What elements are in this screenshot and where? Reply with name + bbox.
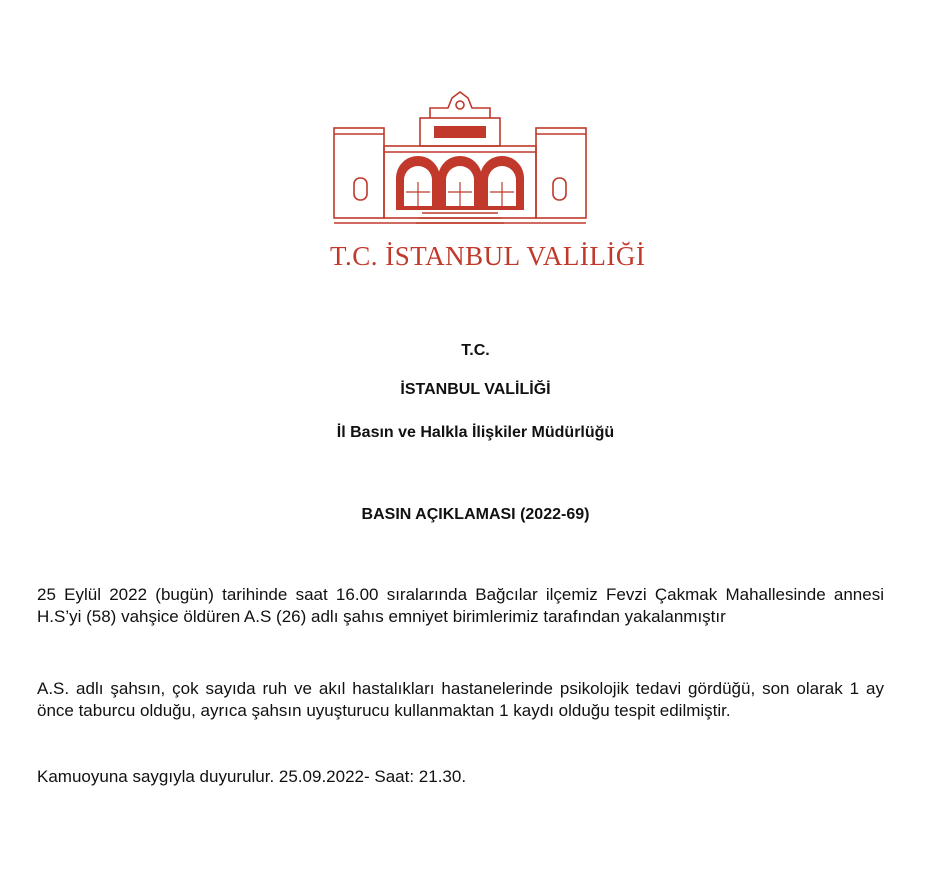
header-line-tc: T.C. <box>461 342 490 359</box>
header-line-mudurluk: İl Basın ve Halkla İlişkiler Müdürlüğü <box>336 424 615 441</box>
header-line-valilik: İSTANBUL VALİLİĞİ <box>400 381 551 398</box>
logo-text: T.C. İSTANBUL VALİLİĞİ <box>330 241 646 271</box>
paragraph-incident: 25 Eylül 2022 (bugün) tarihinde saat 16.00 sıralarında Bağcılar ilçemiz Fevzi Çakmak Mahallesinde annesi H.S’yi (58) vahşice öldüren A.S (26) adlı şahıs emniyet birimlerimiz tarafından yakalanmıştır <box>37 585 884 626</box>
paragraph-details: A.S. adlı şahsın, çok sayıda ruh ve akıl hastalıkları hastanelerinde psikolojik tedavi gördüğü, son olarak 1 ay önce taburcu olduğu, ayrıca şahsın uyuşturucu kullanmaktan 1 kaydı olduğu tespit edilmiştir. <box>37 679 884 720</box>
paragraph-closing: Kamuoyuna saygıyla duyurulur. 25.09.2022- Saat: 21.30. <box>37 767 467 786</box>
governorship-logo <box>330 88 646 273</box>
building-emblem-icon <box>330 88 590 238</box>
document-title: BASIN AÇIKLAMASI (2022-69) <box>361 506 590 523</box>
